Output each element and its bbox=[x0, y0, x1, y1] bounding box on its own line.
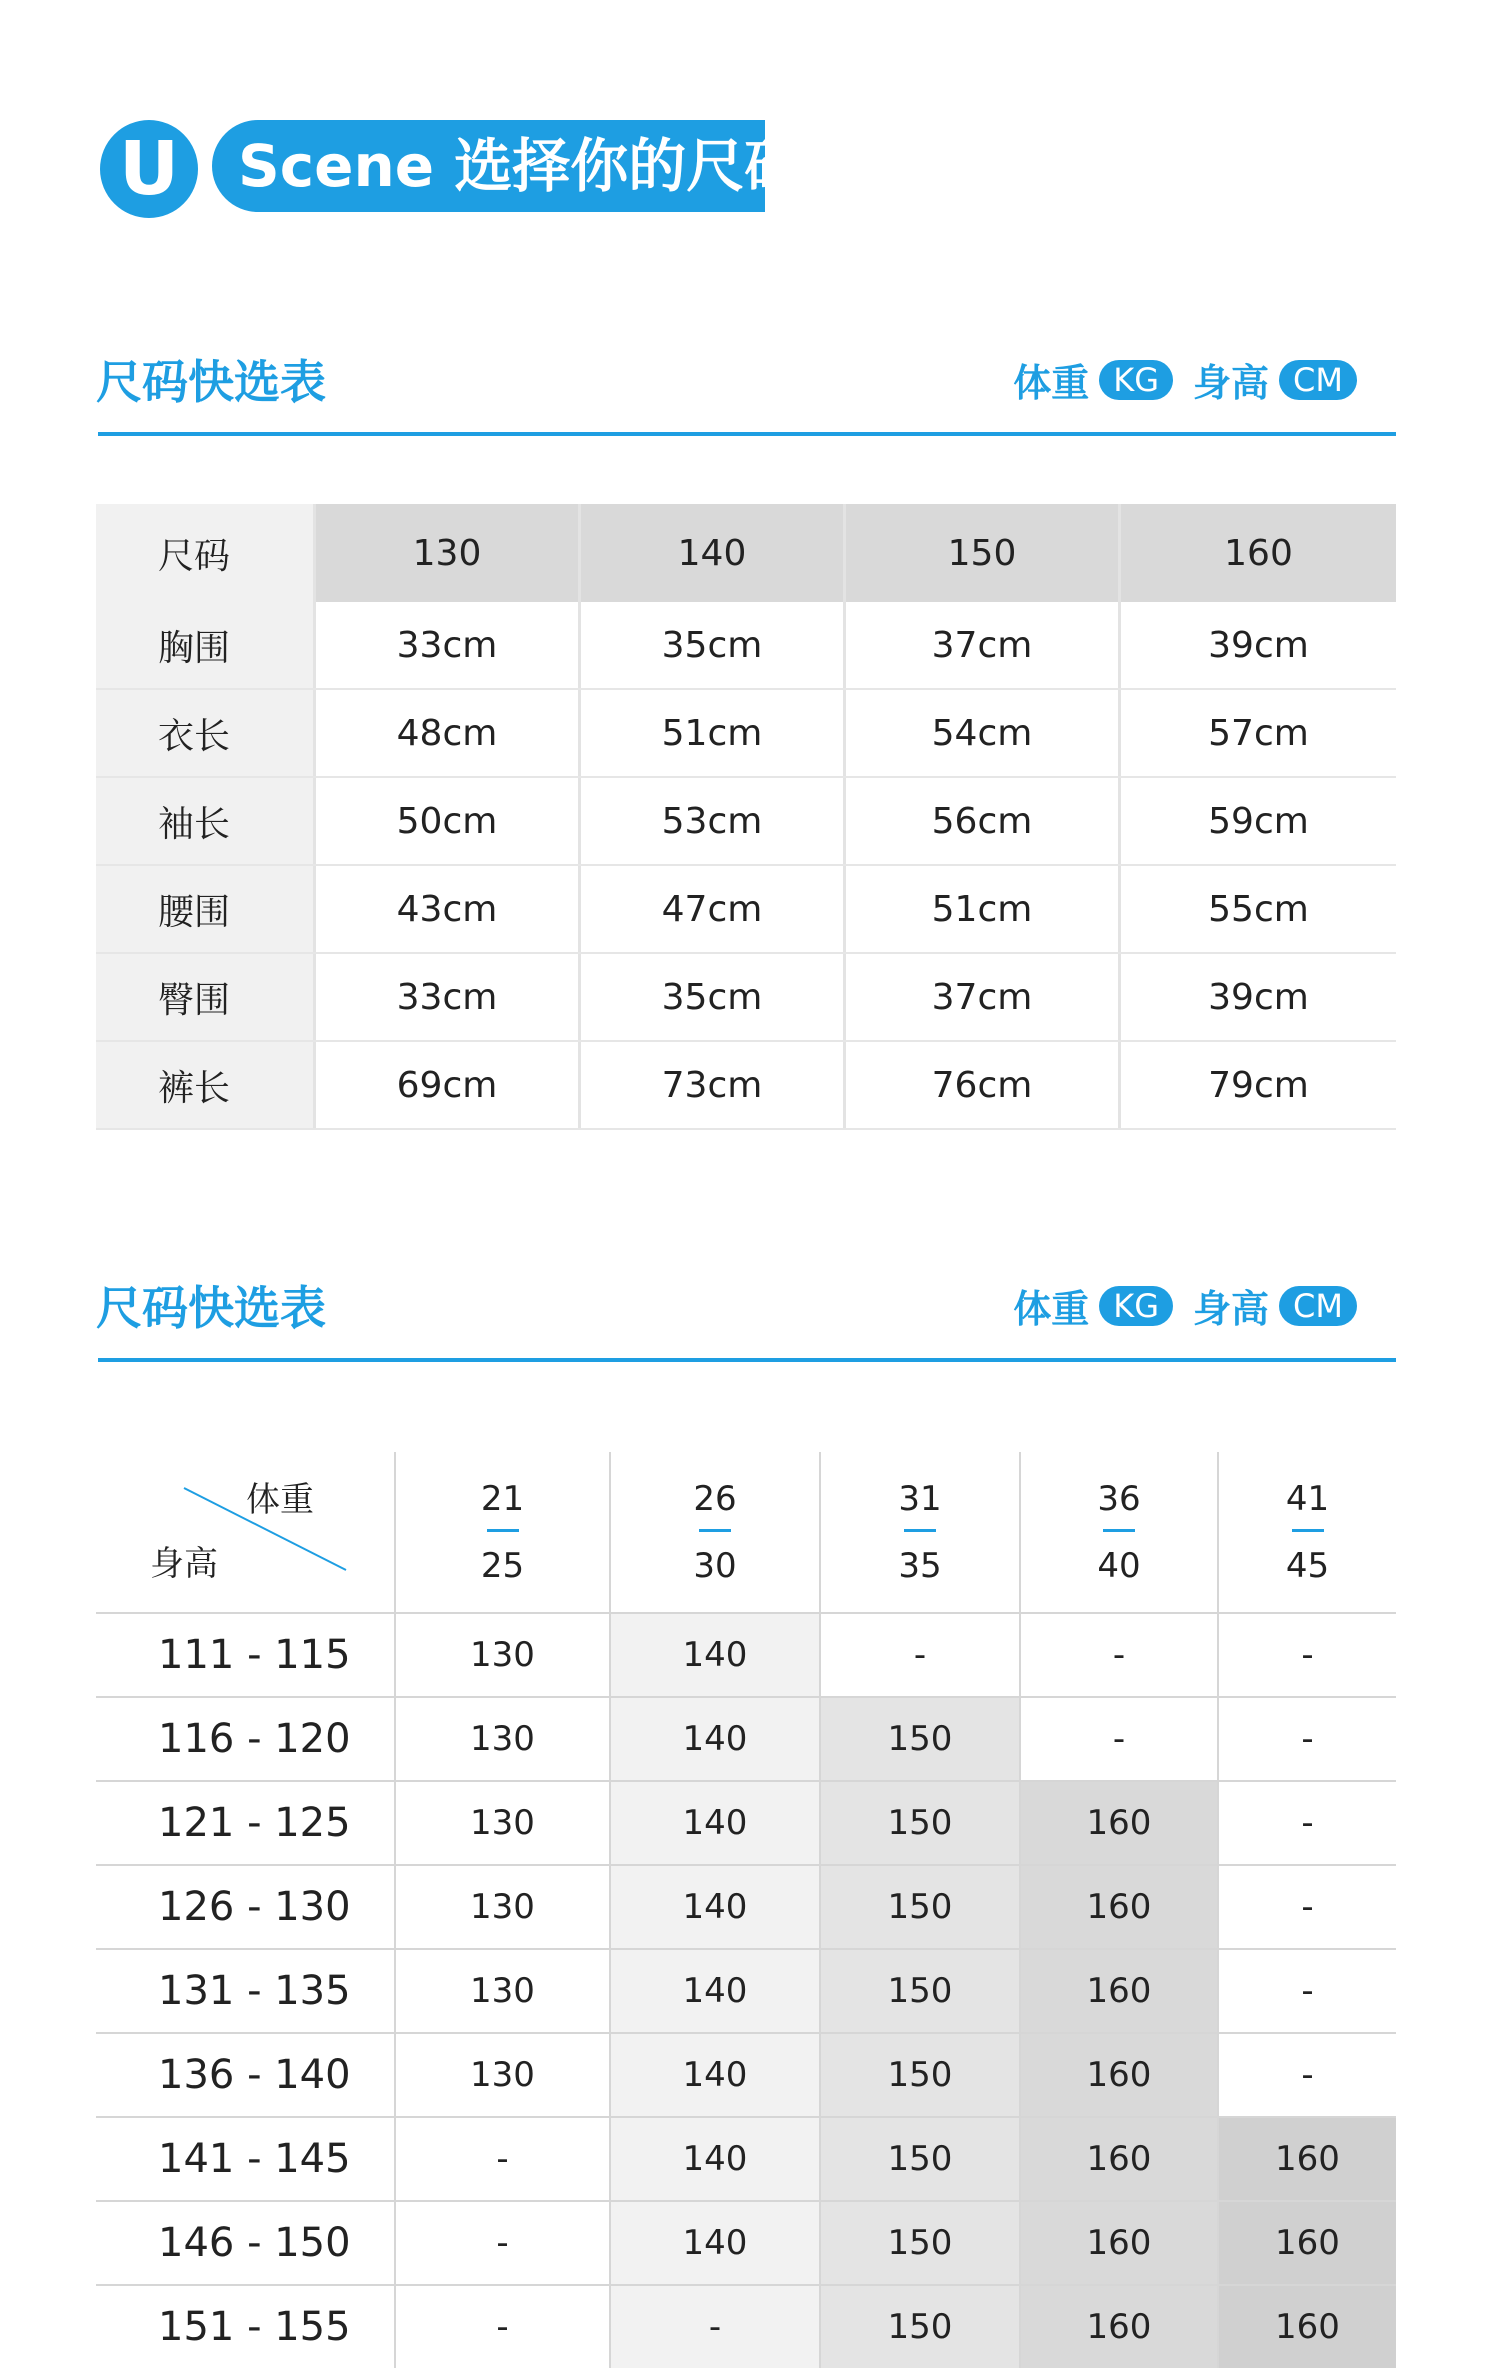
height-unit-badge: CM bbox=[1279, 360, 1357, 400]
weight-range-top: 41 bbox=[1285, 1478, 1330, 1519]
size-header: 140 bbox=[581, 504, 846, 602]
table-cell: 140 bbox=[611, 1950, 821, 2032]
table-row bbox=[96, 602, 1396, 690]
height-label: 身高 bbox=[1193, 1287, 1270, 1331]
table-cell: - bbox=[1301, 1803, 1314, 1843]
table-cell: 150 bbox=[821, 1698, 1021, 1780]
range-underline bbox=[1292, 1529, 1324, 1532]
table-cell: 47cm bbox=[581, 866, 846, 952]
table-cell: - bbox=[396, 2202, 611, 2284]
range-underline bbox=[1103, 1529, 1135, 1532]
table-cell: 35cm bbox=[581, 602, 846, 688]
table-cell: - bbox=[396, 2118, 611, 2200]
table-cell: 160 bbox=[1021, 2118, 1219, 2200]
table-cell: 39cm bbox=[1208, 976, 1309, 1018]
table-row bbox=[96, 2286, 1396, 2368]
table-cell: 130 bbox=[396, 1782, 611, 1864]
table-cell: 160 bbox=[1021, 2034, 1219, 2116]
height-range-label: 141 - 145 bbox=[96, 2118, 396, 2200]
table-cell: 51cm bbox=[846, 866, 1121, 952]
table-row bbox=[96, 2118, 1396, 2202]
height-range-label: 146 - 150 bbox=[96, 2202, 396, 2284]
table-row bbox=[96, 2202, 1396, 2286]
height-range-label: 151 - 155 bbox=[96, 2286, 396, 2368]
table-cell: 150 bbox=[821, 2202, 1021, 2284]
height-range-label: 116 - 120 bbox=[96, 1698, 396, 1780]
table-cell: 79cm bbox=[1208, 1064, 1309, 1106]
table-cell: 56cm bbox=[846, 778, 1121, 864]
weight-range-top: 21 bbox=[480, 1478, 525, 1519]
table-cell: 130 bbox=[396, 1698, 611, 1780]
table-row bbox=[96, 1698, 1396, 1782]
table-cell: 69cm bbox=[316, 1042, 581, 1128]
table-header-row bbox=[96, 504, 1396, 602]
weight-label: 体重 bbox=[1013, 361, 1090, 405]
weight-unit-badge: KG bbox=[1099, 360, 1173, 400]
table-cell: - bbox=[1021, 1614, 1219, 1696]
table-cell: 160 bbox=[1219, 2202, 1396, 2284]
weight-range-top: 31 bbox=[898, 1478, 942, 1519]
table-cell: 140 bbox=[611, 1782, 821, 1864]
table-row bbox=[96, 1950, 1396, 2034]
weight-range-header bbox=[1219, 1452, 1396, 1612]
table-cell: 160 bbox=[1219, 2118, 1396, 2200]
row-label: 胸围 bbox=[96, 602, 316, 688]
table-cell: 59cm bbox=[1208, 800, 1309, 842]
weight-range-bottom: 30 bbox=[693, 1545, 737, 1586]
table-cell: 43cm bbox=[316, 866, 581, 952]
size-measurement-table bbox=[96, 504, 1396, 1130]
table-row bbox=[96, 1042, 1396, 1130]
corner-diagonal-cell bbox=[96, 1452, 394, 1612]
section1-units bbox=[1013, 352, 1357, 407]
table-cell: 53cm bbox=[581, 778, 846, 864]
table-row bbox=[96, 2034, 1396, 2118]
table-cell: 160 bbox=[1219, 2286, 1396, 2368]
table-cell: - bbox=[396, 2286, 611, 2368]
weight-range-bottom: 45 bbox=[1285, 1545, 1330, 1586]
table-cell: 160 bbox=[1021, 1782, 1219, 1864]
table-row bbox=[96, 690, 1396, 778]
row-label: 臀围 bbox=[96, 954, 316, 1040]
table-cell: - bbox=[1301, 1719, 1314, 1759]
table-cell: 33cm bbox=[316, 602, 581, 688]
row-label: 裤长 bbox=[96, 1042, 316, 1128]
weight-range-header bbox=[396, 1452, 611, 1612]
weight-height-size-table bbox=[96, 1452, 1396, 2368]
table-cell: 33cm bbox=[316, 954, 581, 1040]
table-cell: 140 bbox=[611, 1866, 821, 1948]
table-cell: 130 bbox=[396, 1866, 611, 1948]
table-cell: 130 bbox=[396, 1950, 611, 2032]
table-cell: 160 bbox=[1021, 2286, 1219, 2368]
table-cell: 48cm bbox=[316, 690, 581, 776]
range-underline bbox=[699, 1529, 731, 1532]
weight-range-header bbox=[1021, 1452, 1219, 1612]
table-cell: 37cm bbox=[846, 954, 1121, 1040]
table-cell: 140 bbox=[611, 2034, 821, 2116]
table-cell: 160 bbox=[1021, 1950, 1219, 2032]
table-cell: 54cm bbox=[846, 690, 1121, 776]
table-cell: - bbox=[1301, 1887, 1314, 1927]
height-range-label: 136 - 140 bbox=[96, 2034, 396, 2116]
height-range-label: 131 - 135 bbox=[96, 1950, 396, 2032]
table-cell: 150 bbox=[821, 1782, 1021, 1864]
table-cell: 130 bbox=[396, 1614, 611, 1696]
section2-divider bbox=[98, 1358, 1396, 1362]
weight-label: 体重 bbox=[1013, 1287, 1090, 1331]
table-cell: 140 bbox=[611, 1698, 821, 1780]
corner-height-label: 身高 bbox=[150, 1544, 218, 1584]
row-label: 腰围 bbox=[96, 866, 316, 952]
table-row bbox=[96, 778, 1396, 866]
table-row bbox=[96, 954, 1396, 1042]
brand-banner: Scene 选择你的尺码 bbox=[212, 120, 765, 212]
size-header: 160 bbox=[1121, 504, 1396, 602]
table-cell: 37cm bbox=[846, 602, 1121, 688]
weight-range-bottom: 25 bbox=[480, 1545, 525, 1586]
table-row bbox=[96, 866, 1396, 954]
height-range-label: 111 - 115 bbox=[96, 1614, 396, 1696]
section2-units bbox=[1013, 1278, 1357, 1333]
weight-range-bottom: 40 bbox=[1097, 1545, 1141, 1586]
table-cell: - bbox=[611, 2286, 821, 2368]
table-cell: 140 bbox=[611, 1614, 821, 1696]
height-unit-badge: CM bbox=[1279, 1286, 1357, 1326]
weight-range-bottom: 35 bbox=[898, 1545, 942, 1586]
table-cell: 50cm bbox=[316, 778, 581, 864]
table-cell: 51cm bbox=[581, 690, 846, 776]
weight-unit-badge: KG bbox=[1099, 1286, 1173, 1326]
table-cell: - bbox=[821, 1614, 1021, 1696]
section2-title: 尺码快选表 bbox=[96, 1281, 326, 1335]
section1-title: 尺码快选表 bbox=[96, 355, 326, 409]
range-underline bbox=[904, 1529, 936, 1532]
weight-range-header bbox=[821, 1452, 1021, 1612]
table-cell: 55cm bbox=[1208, 888, 1309, 930]
corner-header bbox=[96, 1452, 396, 1612]
header-label: 尺码 bbox=[96, 504, 316, 602]
row-label: 袖长 bbox=[96, 778, 316, 864]
table-cell: 150 bbox=[821, 1950, 1021, 2032]
table-cell: - bbox=[1301, 1635, 1314, 1675]
table-cell: - bbox=[1301, 2055, 1314, 2095]
row-label: 衣长 bbox=[96, 690, 316, 776]
weight-range-top: 36 bbox=[1097, 1478, 1141, 1519]
height-label: 身高 bbox=[1193, 361, 1270, 405]
range-underline bbox=[487, 1529, 519, 1532]
table-cell: 73cm bbox=[581, 1042, 846, 1128]
table-cell: 39cm bbox=[1208, 624, 1309, 666]
table-cell: 57cm bbox=[1208, 712, 1309, 754]
section1-divider bbox=[98, 432, 1396, 436]
table-row bbox=[96, 1614, 1396, 1698]
height-range-label: 126 - 130 bbox=[96, 1866, 396, 1948]
size-header: 150 bbox=[846, 504, 1121, 602]
table-cell: 150 bbox=[821, 2286, 1021, 2368]
table-cell: 130 bbox=[396, 2034, 611, 2116]
size-header: 130 bbox=[316, 504, 581, 602]
table-cell: 140 bbox=[611, 2118, 821, 2200]
weight-range-header bbox=[611, 1452, 821, 1612]
table-cell: 76cm bbox=[846, 1042, 1121, 1128]
table-row bbox=[96, 1782, 1396, 1866]
table-cell: 150 bbox=[821, 2118, 1021, 2200]
table-cell: 160 bbox=[1021, 2202, 1219, 2284]
brand-logo-mark: U bbox=[100, 120, 198, 218]
height-range-label: 121 - 125 bbox=[96, 1782, 396, 1864]
table-cell: - bbox=[1301, 1971, 1314, 2011]
table-cell: - bbox=[1021, 1698, 1219, 1780]
table-cell: 140 bbox=[611, 2202, 821, 2284]
table-cell: 160 bbox=[1021, 1866, 1219, 1948]
table-header-row bbox=[96, 1452, 1396, 1614]
table-cell: 150 bbox=[821, 2034, 1021, 2116]
table-row bbox=[96, 1866, 1396, 1950]
corner-weight-label: 体重 bbox=[246, 1480, 314, 1520]
table-cell: 35cm bbox=[581, 954, 846, 1040]
table-cell: 150 bbox=[821, 1866, 1021, 1948]
weight-range-top: 26 bbox=[693, 1478, 737, 1519]
